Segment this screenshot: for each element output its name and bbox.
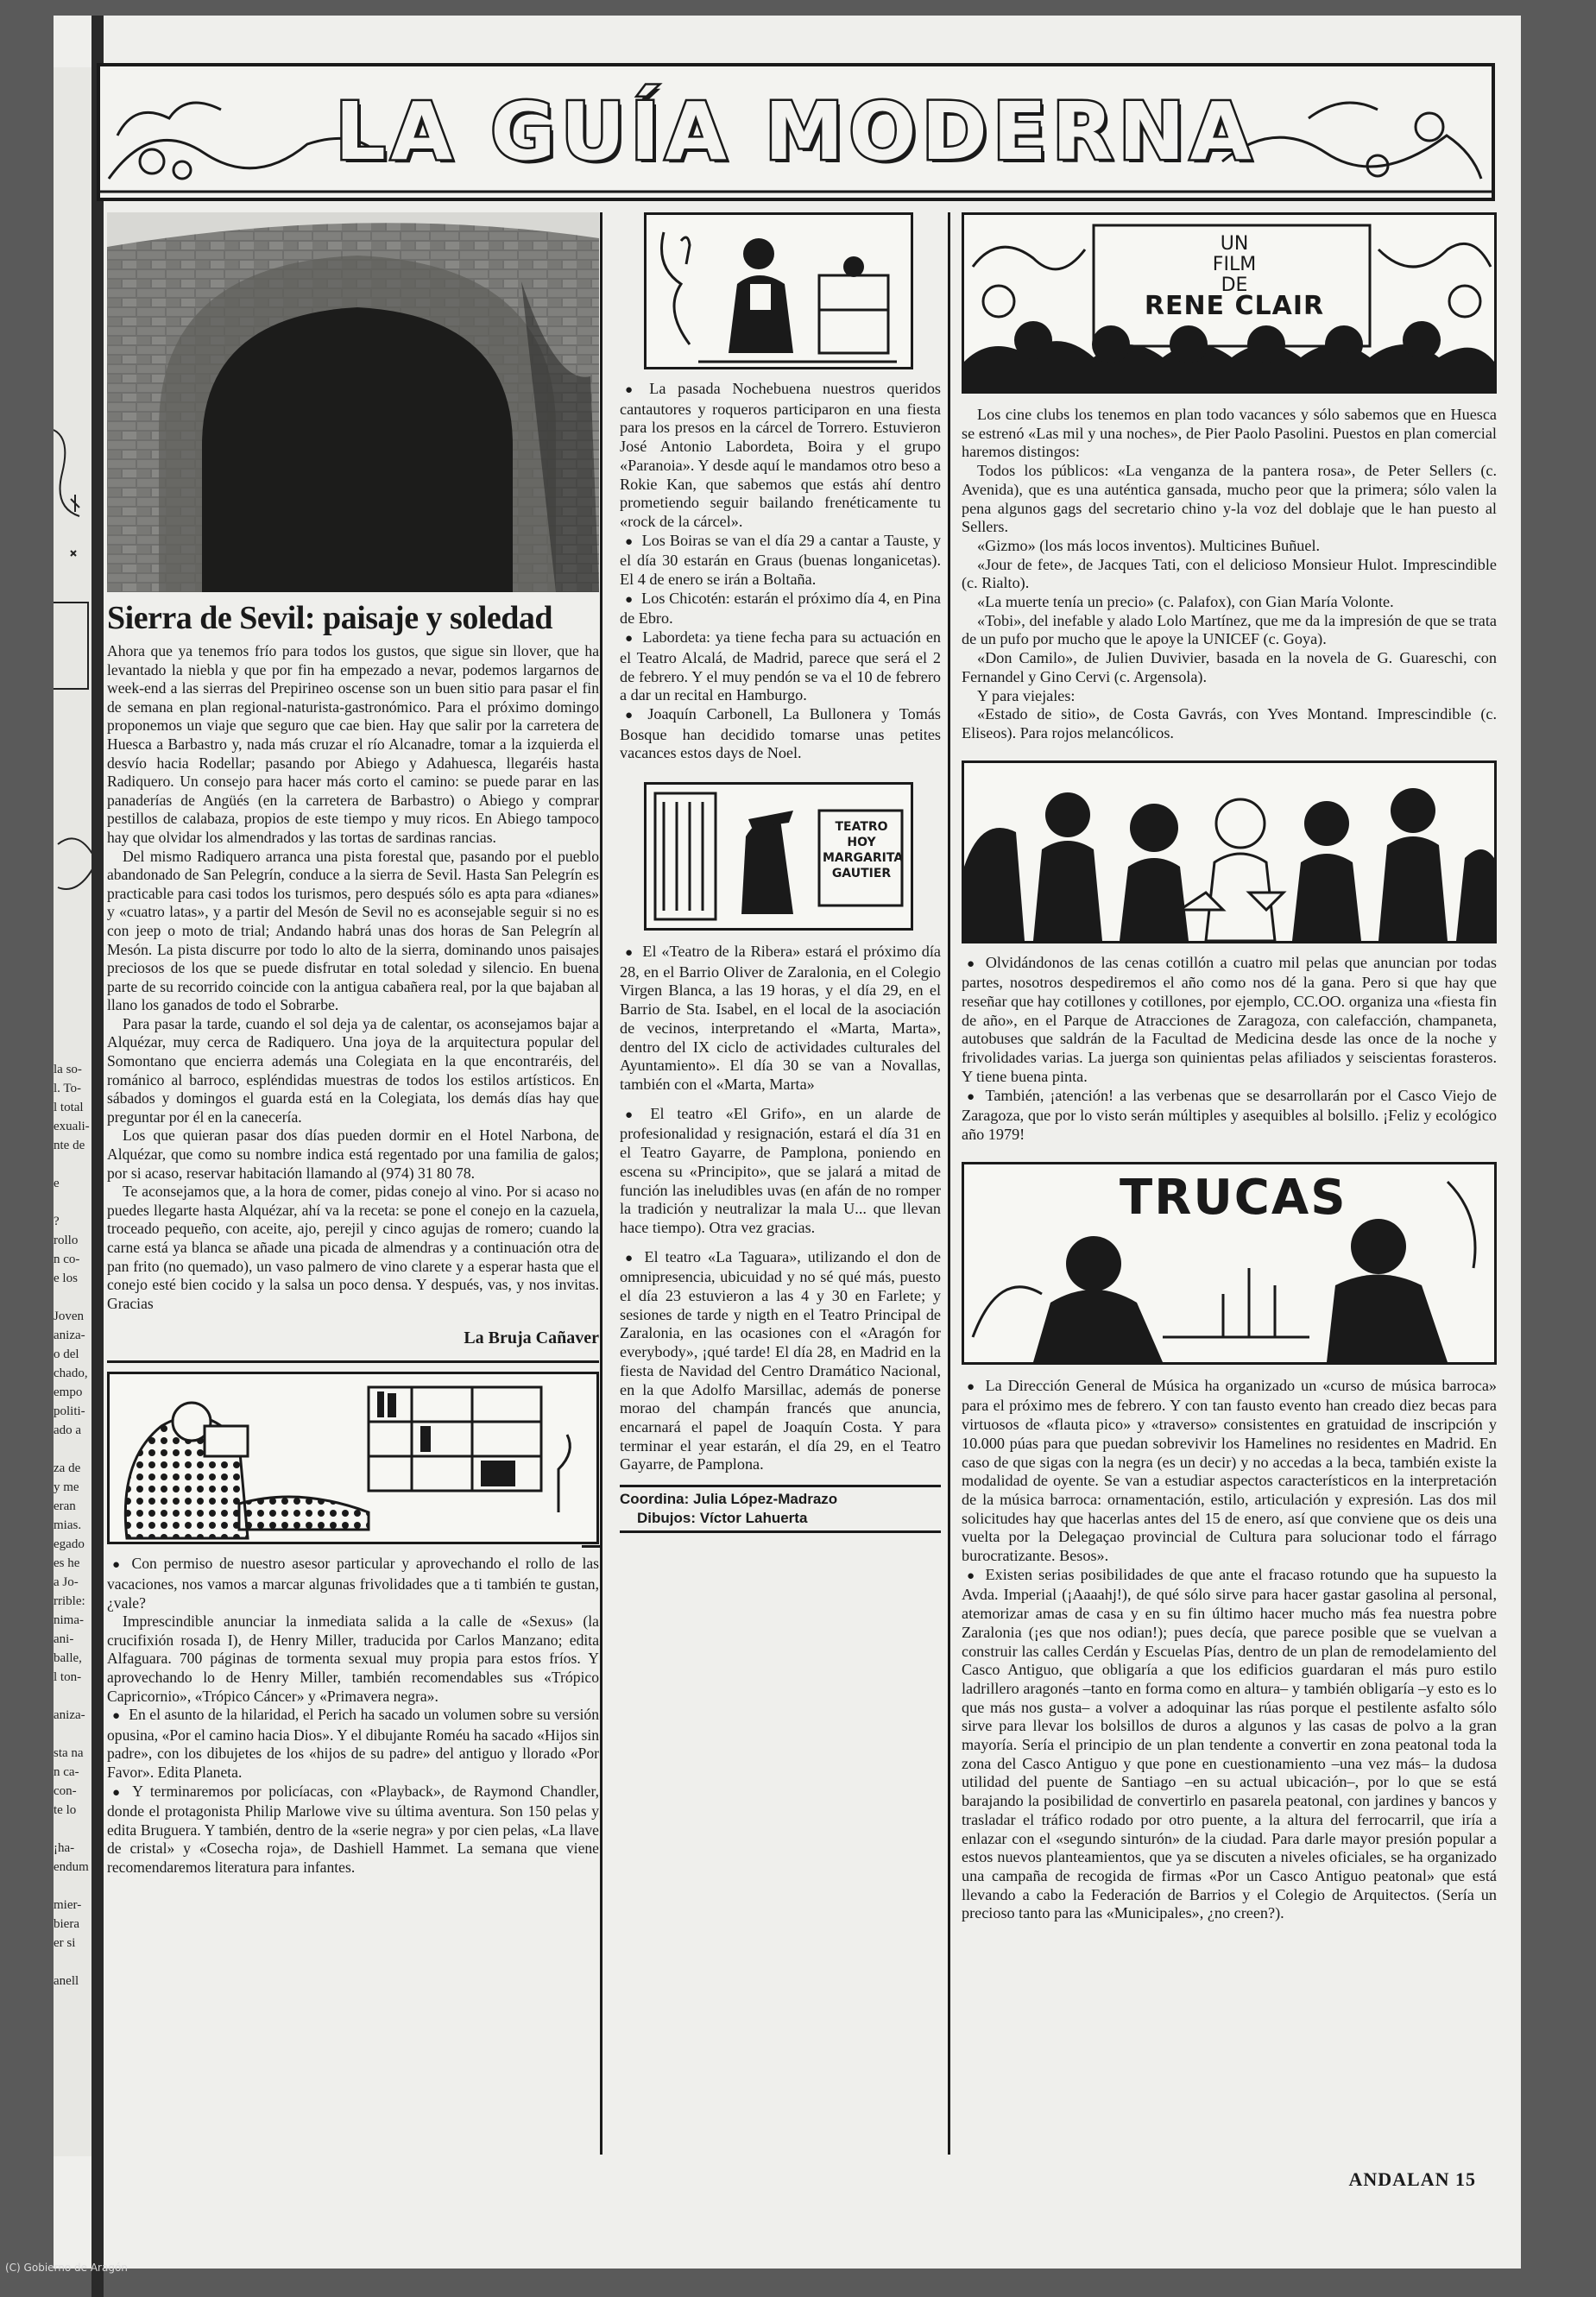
cinema-paragraph: «Jour de fete», de Jacques Tati, con el delicioso Monsieur Hulot. Imprescindible (c. Rialto). (962, 555, 1497, 592)
previous-page-text-line: ado a (54, 1423, 82, 1437)
previous-page-text-line: balle, (54, 1651, 82, 1665)
cinema-screen-text (1099, 233, 1370, 321)
previous-page-text-line: ani- (54, 1632, 74, 1646)
previous-page-text-line: n ca- (54, 1765, 79, 1779)
previous-page-text-line: exuali- (54, 1120, 90, 1133)
cinema-paragraph: «La muerte tenía un precio» (c. Palafox), con Gian María Volonte. (977, 593, 1394, 611)
cinema-paragraph: «Don Camilo», de Julien Duvivier, basada en la novela de G. Guareschi, con Fernandel y Gino Cervi (c. Argensola). (962, 649, 1497, 685)
music-paragraph: ● Joaquín Carbonell, La Bullonera y Tomás Bosque han decidido tomarse unas petites vacances estos days de Noel. (620, 705, 941, 763)
party-illustration (962, 760, 1497, 943)
parties-paragraph: ● Olvidándonos de las cenas cotillón a cuatro mil pelas que anuncian por todas partes, nosotros despediremos el año como nos dé la gana. Pero si que hay que reseñar que hay cotillones y cotillones, por ejemplo, CC.OO. organiza una «fiesta fin de año», en el Parque de Atracciones de Zaragoza, con calefacción, champaneta, autobuses que saldrán de la Facultad de Medicina desde las once de la noche y frivolidades varias. La juerga son quinientas pelas afiliados y seiscientas forasteros. Y tiene buena pinta. (962, 954, 1497, 1087)
page-footer: ANDALAN 15 (1348, 2168, 1476, 2190)
previous-page-text-line: rrible: (54, 1594, 85, 1608)
previous-page-text-line: ¡ha- (54, 1841, 75, 1855)
cinema-body (962, 406, 1497, 743)
page-binding (91, 16, 104, 2297)
previous-page-text-line: a Jo- (54, 1575, 79, 1589)
previous-page-text-line: e (54, 1177, 60, 1190)
trucas-title: TRUCAS (1120, 1169, 1347, 1226)
article-paragraph: Del mismo Radiquero arranca una pista forestal que, pasando por el pueblo abandonado de San Pelegrín, conduce a la sierra de Sevil. Hasta San Pelegrín es practicable para casi todos los turismos, pero después sólo es apta para «dianes» y «cuatro latas», y a partir del Mesón de Sevil no es aconsejable seguir si no es con jeep o moto de trial; Andando habrá unas dos horas de San Pelegrín al Mesón. La pista discurre por todo lo alto de la sierra, dominando unos paisajes preciosos de los que se puede disfrutar en total soledad y silencio. En buena parte de su recorrido coincide con la antigua cabañera real, por la que bajaban al llano los ganados de todo el Sobrarbe. (107, 847, 599, 1014)
cinema-paragraph: «Tobi», del inefable y alado Lolo Martínez, que me da la impresión de que se trata de un pufo por mucho que le apoye la UNICEF (c. Goya). (962, 611, 1497, 648)
books-paragraph: ● Con permiso de nuestro asesor particular y aprovechando el rollo de las vacaciones, nos vamos a marcar algunas frivolidades que a ti también te gustan, ¿vale? (107, 1555, 599, 1612)
column-rule (948, 212, 950, 2155)
theater-paragraph: ● El teatro «La Taguara», utilizando el don de omnipresencia, ubicuidad y no sé qué más, puesto el día 23 estuvieron a las 4 y 30 en Farlete; y sesiones de tarde y nigth en el Teatro Principal de Zaralonia, en las ocasiones con el «Aragón for everybody», ¡qué tarde! El día 28, en Madrid en la fiesta de Navidad del Centro Dramático Nacional, en la que Adolfo Marsillac, además de ponerse morao del champán francés que anuncia, encarnará el papel de Joaquín Costa. Y para terminar el year estarán, el día 29, en el Teatro Gayarre, de Pamplona. (620, 1248, 941, 1474)
trucas-paragraph: ● Existen serias posibilidades de que ante el fracaso rotundo que ha supuesto la Avda. Imperial (¡Aaaahj!), de qué sólo sirve para hacer gastar gasolina al personal, atemorizar amas de casa y en su fin último hacer mucho más fea nuestra pobre Zaralonia (¡es que nos odian!); pues decía, que parece posible que se vuelvan a construir las calles Cerdán y Escuelas Pías, dentro de un plan de remodelamiento del Casco Antiguo, que obligaría a que los edificios guardaran el más puro estilo ladrillero aragonés –tanto en forma como en altura– y también obligaría –y esto es lo que más nos gusta– a volver a adoquinar las rúas porque el pestilente asfalto sólo sirve para llevar los bolsillos de duros a algunos y las casas de polvo a la gran mayoría. Sería el principio de un plan tendente a convertir en zona peatonal toda la zona del Casco Antiguo y que pone en cuestionamiento –una vez más– la dudosa utilidad del puente de Santiago –en su actual ubicación–, por lo que se está barajando la posibilidad de convertirlo en pasarela peatonal, con jardines y bancos y trasladar el tráfico rodado por otro puente, a la altura del ferrocarril, que iría a enlazar con el «segundo sinturón» de la ciudad. Para darle mayor presión popular a estos nuevos planteamientos, que ya se discuten a niveles oficiales, se ha organizado una campaña de recogida de firmas «Por un Casco Antiguo peatonal» que está llevando a cabo la Federación de Barrios y el Colegio de Arquitectos. (Sería un precioso tanto para las «Municipales», ¿no creen?). (962, 1566, 1497, 1923)
previous-page-text-line: er si (54, 1936, 76, 1950)
newspaper-page (54, 16, 1521, 2269)
previous-page-text-line: anell (54, 1974, 79, 1988)
music-paragraph: ● Labordeta: ya tiene fecha para su actuación en el Teatro Alcalá, de Madrid, parece que será el 2 de febrero. Y el muy pendón se va el 10 de febrero a dar un recital en Hamburgo. (620, 628, 941, 705)
article-paragraph: Los que quieran pasar dos días pueden dormir en el Hotel Narbona, de Alquézar, que como su nombre indica está regentado por una familia de galos; por si acaso, reservar habitación llamando al (974) 31 80 78. (107, 1126, 599, 1182)
previous-page-text-line: n co- (54, 1253, 80, 1266)
theater-illustration (644, 782, 913, 931)
column-left (107, 212, 599, 1877)
article-body (107, 642, 599, 1313)
article-paragraph: Para pasar la tarde, cuando el sol deja ya de calentar, os aconsejamos bajar a Alquézar, muy cerca de Radiquero. Una joya de la arquitectura popular del Somontano que encierra además una Colegiata en la que encontraréis, del románico al barroco, espléndidas muestras de todos los estilos artísticos. En sábados y domingos el guarda está en la Colegiata, los demás días hay que preguntar por él en la canecería. (107, 1014, 599, 1126)
previous-page-text-line: endum (54, 1860, 89, 1874)
column-rule (600, 212, 602, 2155)
cinema-paragraph: Y para viejales: (977, 686, 1076, 704)
previous-page-text-line: aniza- (54, 1328, 85, 1342)
singer-illustration (644, 212, 913, 369)
theater-paragraph: ● El teatro «El Grifo», en un alarde de profesionalidad y resignación, estará el día 31 en el Teatro Gayarre, de Pamplona, poniendo en escena su «Principito», que se jalará a mitad de función las ineludibles uvas (en afán de no romper la tradición y neutralizar la mala U... que llevan hace tiempo). Otra vez gracias. (620, 1105, 941, 1238)
previous-page-text-line: chado, (54, 1366, 88, 1380)
credits-drawings: Dibujos: Víctor Lahuerta (637, 1510, 808, 1527)
theater-poster-text: TEATRO HOY MARGARITA GAUTIER (823, 820, 904, 881)
music-paragraph: ● Los Chicotén: estarán el próximo día 4, en Pina de Ebro. (620, 590, 941, 628)
trucas-illustration (962, 1162, 1497, 1365)
previous-page-text-line: mier- (54, 1898, 82, 1912)
sierra-photo (107, 212, 599, 592)
trucas-body (962, 1377, 1497, 1923)
previous-page-text-line: l ton- (54, 1670, 82, 1684)
previous-page-text-line: y me (54, 1480, 79, 1494)
books-body (107, 1555, 599, 1877)
previous-page-text-line: rollo (54, 1234, 79, 1247)
article-headline: Sierra de Sevil: paisaje y soledad (107, 600, 553, 636)
reading-illustration (107, 1372, 599, 1544)
previous-page-text-line: es he (54, 1556, 80, 1570)
previous-page-text-line: empo (54, 1385, 83, 1399)
previous-page-text-line: nte de (54, 1139, 85, 1152)
cinema-paragraph: «Gizmo» (los más locos inventos). Multicines Buñuel. (977, 536, 1321, 554)
parties-body (962, 954, 1497, 1145)
column-right (962, 212, 1497, 1923)
article-paragraph: Te aconsejamos que, a la hora de comer, pidas conejo al vino. Por si acaso no puedes llegarte hasta Alquézar, ahí va la receta: se pone el conejo en la cazuela, troceado pequeño, con aceite, ajo, perejil y cinco agujas de romero; cuando la carne está ya blanca se añade una picada de almendras y a continuación otra de pan frito (no quemado), un vaso palmero de vino clarete y a esperar hasta que el conejo esté bien cocido y la salsa un poco densa. Y después, vas, y nos invitas. Gracias (107, 1183, 599, 1312)
copyright-notice: (C) Gobierno de Aragón (5, 2262, 128, 2274)
books-paragraph: Imprescindible anunciar la inmediata salida a la calle de «Sexus» (la crucifixión rosada I), de Henry Miller, traducida por Carlos Manzano; edita Alfaguara. 700 páginas de tormenta sexual muy propia para estos fríos. Y aprovechando lo de Henry Miller, también recomendables sus «Trópico Capricornio», «Trópico Cáncer» y «Primavera negra». (107, 1612, 599, 1705)
cinema-paragraph: Todos los públicos: «La venganza de la pantera rosa», de Peter Sellers (c. Avenida), que es una auténtica gansada, mucho peor que la primera; sólo valen la pena algunos gags del secretario chino y-la voz del doblaje que le han puesto al Sellers. (962, 462, 1497, 536)
cinema-illustration (962, 212, 1497, 394)
music-paragraph: ● Los Boiras se van el día 29 a cantar a Tauste, y el día 30 estarán en Graus (buenas longanicetas). El 4 de enero se irán a Boltaña. (620, 532, 941, 590)
section-divider (107, 1360, 599, 1363)
previous-page-text-line: la so- (54, 1063, 82, 1076)
books-paragraph: ● Y terminaremos por policíacas, con «Playback», de Raymond Chandler, donde el protagonista Philip Marlowe vive su última aventura. Son 150 pelas y edita Bruguera. Y también, dentro de la «serie negra» y por cien pelas, «La llave de cristal» y «Cosecha roja», de Dashiell Hammet. La semana que viene recomendaremos literatura para infantes. (107, 1783, 599, 1877)
theater-body (620, 943, 941, 1474)
books-paragraph: ● En el asunto de la hilaridad, el Perich ha sacado un volumen sobre su versión opusina, «Por el camino hacia Dios». Y el dibujante Roméu ha sacado «Hijos sin padre», con los dibujetes de los «hijos de su padre» del antiguo y llorado «Por Favor». Edita Planeta. (107, 1706, 599, 1782)
previous-page-text-line: te lo (54, 1803, 77, 1817)
article-signature: La Bruja Cañaver (464, 1328, 599, 1348)
cinema-screen-line: DE (1221, 275, 1248, 296)
column-middle (620, 212, 941, 1533)
previous-page-text-line: con- (54, 1784, 77, 1798)
theater-paragraph: ● El «Teatro de la Ribera» estará el próximo día 28, en el Barrio Oliver de Zaralonia, en el Colegio Virgen Blanca, a las 19 horas, y el día 29, en el Barrio de Sta. Isabel, en el local de la asociación de vecinos, interpretando el «Marta, Marta», dentro del IX ciclo de actividades culturales del Ayuntamiento». El día 30 se van a Novallas, también con el «Marta, Marta» (620, 943, 941, 1095)
previous-page-text-line: e los (54, 1272, 78, 1285)
credits-box (620, 1485, 941, 1533)
previous-page-text-line: o del (54, 1347, 79, 1361)
parties-paragraph: ● También, ¡atención! a las verbenas que se desarrollarán por el Casco Viejo de Zaragoza, que por lo visto serán múltiples y asequibles al bolsillo. ¡Feliz y ecológico año 1979! (962, 1087, 1497, 1145)
previous-page-text-line: l. To- (54, 1082, 82, 1095)
music-body (620, 380, 941, 763)
masthead-banner (97, 63, 1495, 201)
trucas-paragraph: ● La Dirección General de Música ha organizado un «curso de música barroca» para el próximo mes de febrero. Y con tan fausto evento han creado diez becas para virtuosos de «flauta pico» y «traverso» consistentes en gratuidad de inscripción y 10.000 púas para que puedan sobrevivir los Hamelines no residentes en Madrid. En caso de que sigas con la negra (es un decir) y no accedas a la beca, también existe la modalidad de oyente. Se van a estudiar aspectos característicos en la interpretación de la música barroca: ornamentación, estilo, articulación y expresión. Las dos mil solicitudes hay que hacerlas antes del 15 de enero, así que conviene que os deis una vuelta por la Delegaçao provincial de Cultura para solucionar todo el fárrago burocratizante. Besos». (962, 1377, 1497, 1566)
previous-page-text-line: nima- (54, 1613, 84, 1627)
previous-page-text-line: eran (54, 1499, 76, 1513)
cinema-paragraph: Los cine clubs los tenemos en plan todo vacances y sólo sabemos que en Huesca se estrenó «Las mil y una noches», de Pier Paolo Pasolini. Puestos en plan comercial haremos distingos: (962, 406, 1497, 461)
previous-page-text-line: politi- (54, 1404, 85, 1418)
previous-page-text-line: egado (54, 1537, 85, 1551)
previous-page-text-line: za de (54, 1461, 81, 1475)
cinema-screen-line: RENE CLAIR (1144, 291, 1325, 321)
previous-page-text-line: aniza- (54, 1708, 85, 1722)
previous-page-text-line: sta na (54, 1746, 84, 1760)
previous-page-text-line: Joven (54, 1309, 84, 1323)
cinema-paragraph: «Estado de sitio», de Costa Gavrás, con Yves Montand. Imprescindible (c. Eliseos). Para rojos melancólicos. (962, 705, 1497, 741)
music-paragraph: ● La pasada Nochebuena nuestros queridos cantautores y roqueros participaron en una fiesta para los presos en la cárcel de Torrero. Estuvieron José Antonio Labordeta, Boira y el grupo «Paranoia». Y desde aquí le mandamos otro beso a Rokie Kan, que sabemos que estás ahí dentro prometiendo seguir bailando frenéticamente tu «rock de la cárcel». (620, 380, 941, 532)
credits-coordinator: Coordina: Julia López-Madrazo (620, 1491, 838, 1508)
previous-page-text-line: biera (54, 1917, 79, 1931)
previous-page-text-line: mias. (54, 1518, 82, 1532)
cinema-screen-line: FILM (1212, 254, 1257, 275)
previous-page-text-line: l total (54, 1101, 84, 1114)
cinema-screen-line: UN (1220, 233, 1249, 255)
article-paragraph: Ahora que ya tenemos frío para todos los gustos, que sigue sin llover, que ha levantado la niebla y que por fin ha empezado a nevar, podemos largarnos de week-end a las sierras del Prepirineo oscense son un buen sitio para pasar el fin de semana en plan regional-naturista-gastronómico. Para el próximo domingo proponemos un viaje que seguro que cae bien. Hay que salir por la carretera de Huesca a Barbastro y, nada más cruzar el río Alcanadre, tomar a la izquierda el desvío hacia Rodellar; pasando por Abiego y Adahuesca, llegaréis hasta Radiquero. Un consejo para hacer más corto el camino: se puede parar en las panaderías de Angüés (en la carretera de Barbastro) o Abiego y comprar pestillos de calabaza, propios de este tiempo y muy ricos. En Abiego tampoco hay que olvidar los almendrados y las tortas de sardinas rancias. (107, 642, 599, 846)
previous-page-text-line: ? (54, 1215, 60, 1228)
masthead-title: LA GUÍA MODERNA (335, 85, 1257, 178)
